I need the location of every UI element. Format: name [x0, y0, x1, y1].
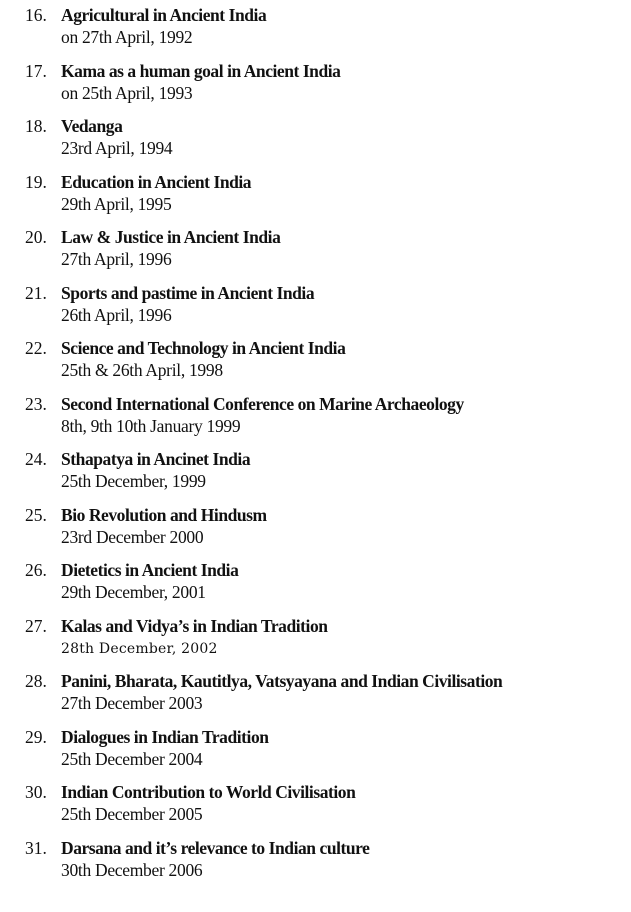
- item-title: Agricultural in Ancient India: [61, 5, 267, 25]
- list-item: [0, 171, 631, 227]
- list-item: [0, 615, 631, 671]
- item-date: 25th December 2004: [61, 748, 203, 769]
- item-title: Dialogues in Indian Tradition: [61, 726, 269, 747]
- item-number: 16.: [25, 5, 47, 25]
- item-date: 26th April, 1996: [61, 304, 172, 325]
- item-number: 30.: [25, 782, 47, 802]
- item-number: 27.: [25, 615, 47, 636]
- item-number: 20.: [25, 227, 47, 247]
- list-item: [0, 226, 631, 282]
- item-number: 24.: [25, 449, 47, 469]
- item-date: on 27th April, 1992: [61, 27, 193, 47]
- list-item: [0, 115, 631, 171]
- item-title: Sthapatya in Ancinet India: [61, 449, 251, 469]
- item-date: 28th December, 2002: [61, 640, 218, 657]
- list-item: [0, 670, 631, 726]
- item-number: 17.: [25, 60, 47, 81]
- item-date: on 25th April, 1993: [61, 82, 193, 103]
- item-number: 19.: [25, 171, 47, 192]
- list-item: [0, 393, 631, 449]
- item-date: 29th April, 1995: [61, 193, 172, 214]
- item-number: 22.: [25, 338, 47, 358]
- item-number: 29.: [25, 726, 47, 747]
- list-item: [0, 4, 631, 60]
- item-title: Darsana and it’s relevance to Indian culture: [61, 837, 370, 858]
- item-title: Bio Revolution and Hindusm: [61, 504, 267, 525]
- list-item: [0, 559, 631, 615]
- item-title: Science and Technology in Ancient India: [61, 338, 346, 358]
- item-number: 23.: [25, 393, 47, 414]
- item-date: 27th April, 1996: [61, 249, 172, 269]
- item-title: Indian Contribution to World Civilisation: [61, 782, 356, 802]
- item-title: Panini, Bharata, Kautitlya, Vatsyayana and Indian Civilisation: [61, 671, 503, 691]
- item-title: Dietetics in Ancient India: [61, 560, 239, 580]
- item-title: Kalas and Vidya’s in Indian Tradition: [61, 615, 328, 636]
- item-number: 21.: [25, 282, 47, 303]
- item-date: 23rd December 2000: [61, 526, 204, 547]
- list-item: [0, 448, 631, 504]
- item-number: 25.: [25, 504, 47, 525]
- item-date: 29th December, 2001: [61, 582, 206, 602]
- list-item: [0, 60, 631, 116]
- item-title: Law & Justice in Ancient India: [61, 227, 281, 247]
- item-date: 25th & 26th April, 1998: [61, 360, 223, 380]
- list-item: [0, 504, 631, 560]
- item-title: Sports and pastime in Ancient India: [61, 282, 315, 303]
- seminar-list: [0, 4, 631, 892]
- item-title: Vedanga: [61, 116, 123, 136]
- item-date: 25th December 2005: [61, 804, 203, 824]
- item-date: 23rd April, 1994: [61, 138, 173, 158]
- item-number: 31.: [25, 837, 47, 858]
- item-title: Education in Ancient India: [61, 171, 252, 192]
- item-number: 18.: [25, 116, 47, 136]
- item-date: 30th December 2006: [61, 859, 203, 880]
- list-item: [0, 337, 631, 393]
- item-number: 28.: [25, 671, 47, 691]
- list-item: [0, 837, 631, 893]
- item-title: Kama as a human goal in Ancient India: [61, 60, 341, 81]
- item-date: 27th December 2003: [61, 693, 203, 713]
- item-date: 8th, 9th 10th January 1999: [61, 415, 241, 436]
- item-title: Second International Conference on Marine Archaeology: [61, 393, 464, 414]
- list-item: [0, 282, 631, 338]
- list-item: [0, 726, 631, 782]
- item-date: 25th December, 1999: [61, 471, 206, 491]
- list-item: [0, 781, 631, 837]
- item-number: 26.: [25, 560, 47, 580]
